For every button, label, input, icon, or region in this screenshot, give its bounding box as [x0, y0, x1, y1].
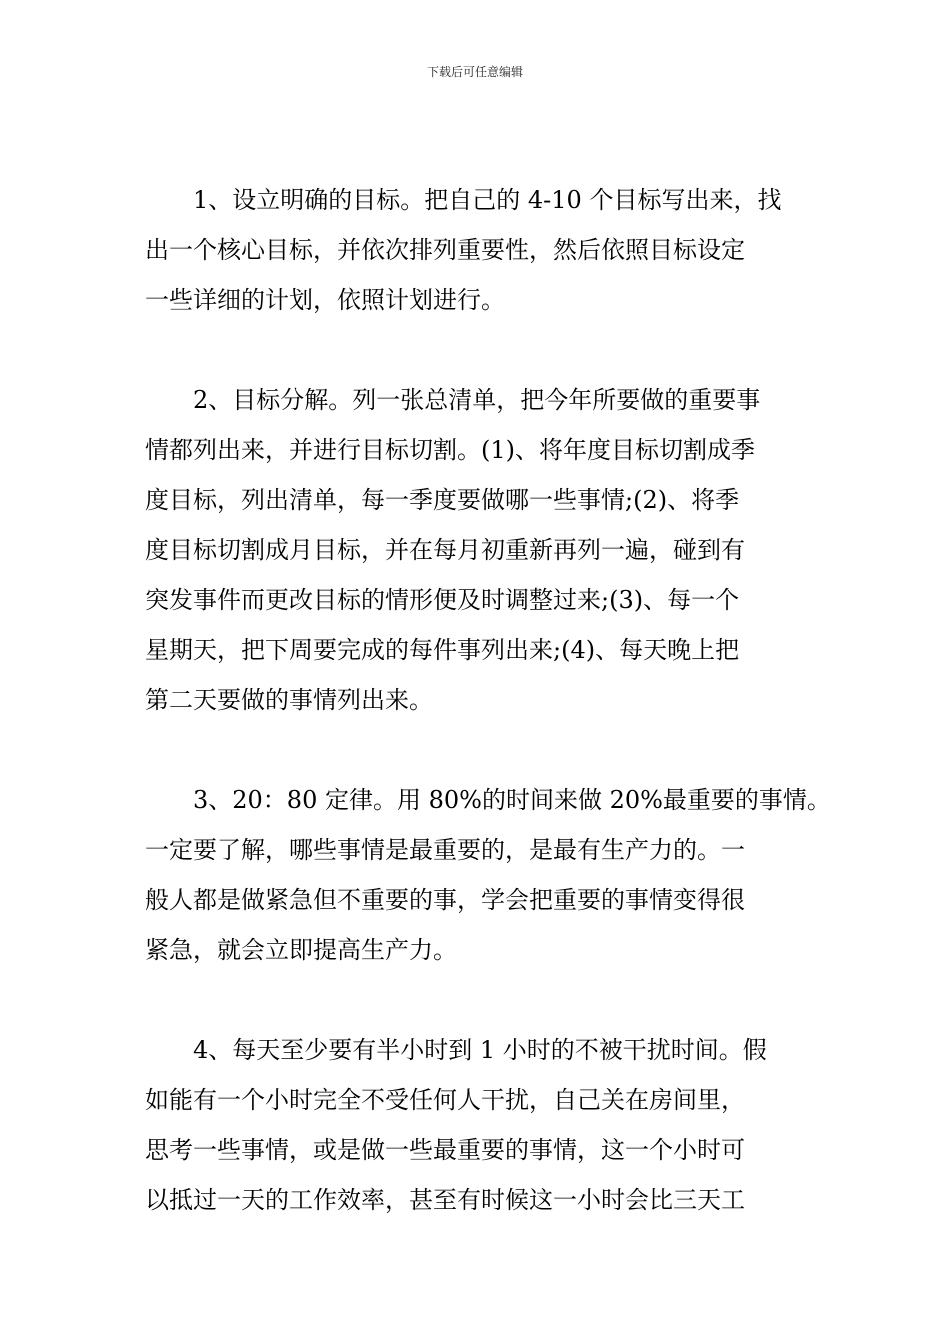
paragraph-line: 星期天，把下周要完成的每件事列出来;(4)、每天晚上把 [145, 636, 740, 664]
paragraph-line: 2、目标分解。列一张总清单，把今年所要做的重要事 [193, 386, 761, 414]
document-body [145, 175, 831, 1275]
paragraph-line: 出一个核心目标，并依次排列重要性，然后依照目标设定 [145, 236, 745, 264]
paragraph-line: 第二天要做的事情列出来。 [145, 686, 433, 714]
paragraph-line: 一些详细的计划，依照计划进行。 [145, 286, 505, 314]
paragraph-line: 思考一些事情，或是做一些最重要的事情，这一个小时可 [145, 1136, 745, 1164]
paragraph-line: 以抵过一天的工作效率，甚至有时候这一小时会比三天工 [145, 1186, 745, 1214]
paragraph-line: 紧急，就会立即提高生产力。 [145, 936, 457, 964]
paragraph-decompose [145, 375, 825, 725]
paragraph-goals [145, 175, 825, 325]
paragraph-line: 如能有一个小时完全不受任何人干扰，自己关在房间里， [145, 1086, 745, 1114]
paragraph-line: 1、设立明确的目标。把自己的 4-10 个目标写出来，找 [193, 186, 782, 214]
paragraph-line: 突发事件而更改目标的情形便及时调整过来;(3)、每一个 [145, 586, 740, 614]
paragraph-line: 一定要了解，哪些事情是最重要的，是最有生产力的。一 [145, 836, 745, 864]
paragraph-line: 3、20：80 定律。用 80%的时间来做 20%最重要的事情。 [193, 786, 831, 814]
paragraph-line: 度目标，列出清单，每一季度要做哪一些事情;(2)、将季 [145, 486, 740, 514]
paragraph-line: 情都列出来，并进行目标切割。(1)、将年度目标切割成季 [145, 436, 755, 464]
page-header: 下载后可任意编辑 [426, 65, 523, 79]
paragraph-line: 般人都是做紧急但不重要的事，学会把重要的事情变得很 [145, 886, 745, 914]
paragraph-pareto [145, 775, 831, 975]
paragraph-focus-time [145, 1025, 825, 1225]
paragraph-line: 4、每天至少要有半小时到 1 小时的不被干扰时间。假 [193, 1036, 767, 1064]
paragraph-line: 度目标切割成月目标，并在每月初重新再列一遍，碰到有 [145, 536, 745, 564]
